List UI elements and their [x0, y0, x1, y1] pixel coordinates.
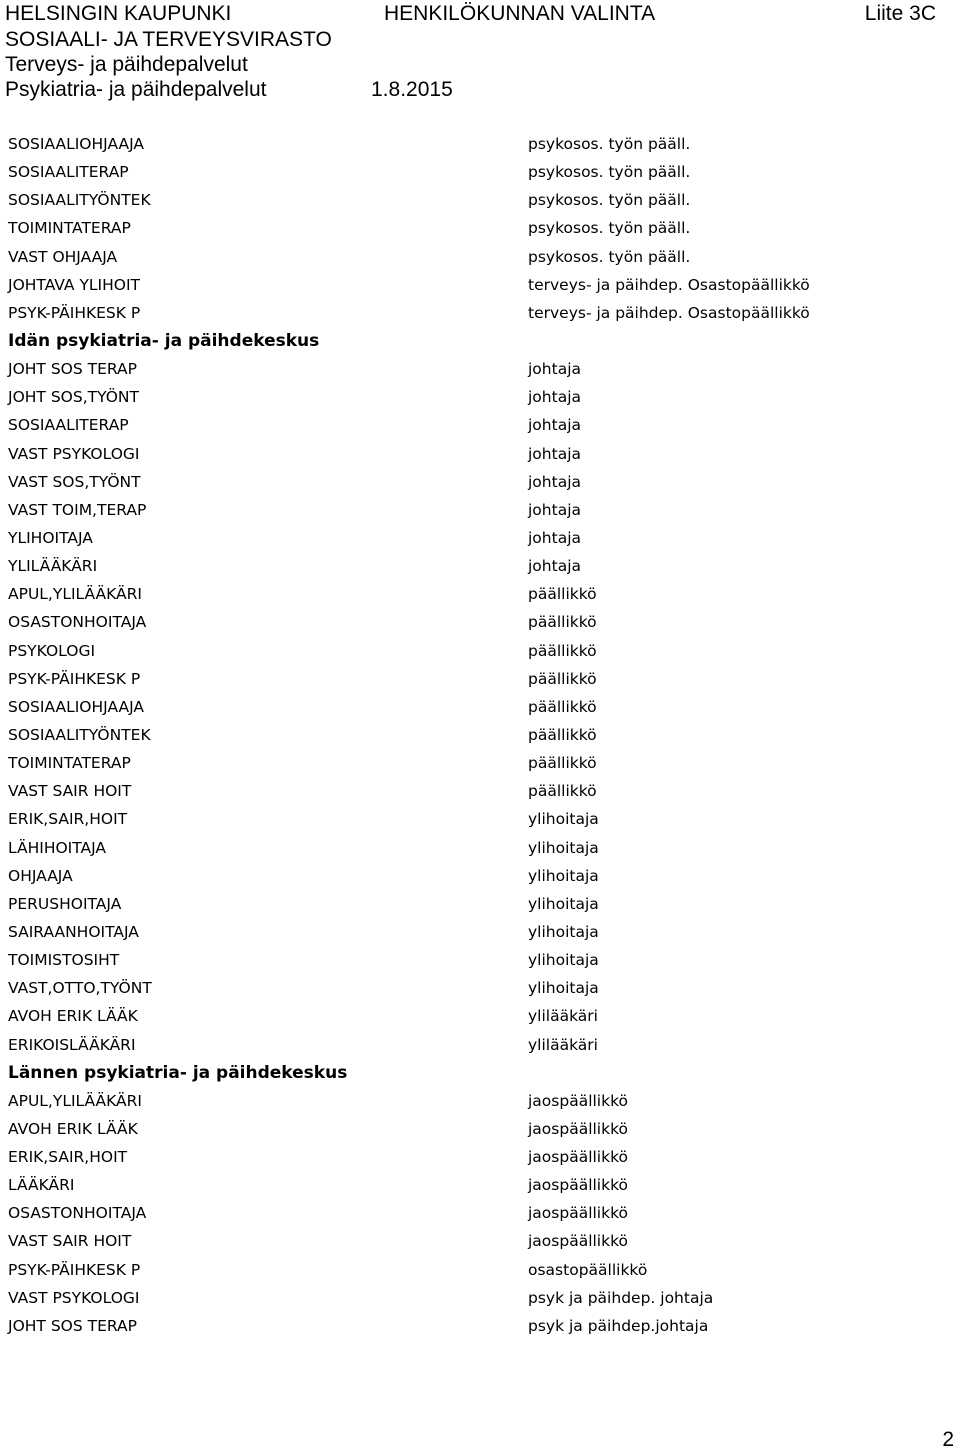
table-row [8, 862, 948, 890]
job-title: LÄHIHOITAJA [8, 838, 107, 857]
selecting-authority: psykosos. työn pääll. [528, 163, 691, 182]
selecting-authority: jaospäällikkö [528, 1204, 629, 1223]
table-row [8, 749, 948, 777]
job-title: AVOH ERIK LÄÄK [8, 1007, 138, 1026]
job-title: SOSIAALITYÖNTEK [8, 725, 151, 744]
attachment-label: Liite 3C [864, 2, 936, 25]
page-number: 2 [942, 1428, 954, 1451]
section-heading: Lännen psykiatria- ja päihdekeskus [8, 1062, 348, 1083]
table-row [8, 1087, 948, 1115]
selecting-authority: psykosos. työn pääll. [528, 219, 691, 238]
department-name: SOSIAALI- JA TERVEYSVIRASTO [5, 28, 332, 51]
job-title: AVOH ERIK LÄÄK [8, 1119, 138, 1138]
table-row [8, 299, 948, 327]
table-row [8, 1284, 948, 1312]
selecting-authority: jaospäällikkö [528, 1119, 629, 1138]
job-title: JOHT SOS TERAP [8, 1316, 137, 1335]
table-row [8, 1256, 948, 1284]
table-row [8, 1312, 948, 1340]
job-title: TOIMINTATERAP [8, 219, 131, 238]
job-title: SOSIAALITERAP [8, 416, 129, 435]
job-title: SAIRAANHOITAJA [8, 922, 139, 941]
job-title: SOSIAALITYÖNTEK [8, 191, 151, 210]
table-row [8, 580, 948, 608]
selecting-authority: ylilääkäri [528, 1035, 598, 1054]
table-row [8, 468, 948, 496]
selecting-authority: johtaja [528, 472, 581, 491]
table-row [8, 637, 948, 665]
job-title: VAST TOIM,TERAP [8, 500, 147, 519]
unit-name: Psykiatria- ja päihdepalvelut [5, 78, 267, 101]
table-row [8, 890, 948, 918]
table-row [8, 1115, 948, 1143]
selecting-authority: johtaja [528, 360, 581, 379]
table-row [8, 243, 948, 271]
job-title: APUL,YLILÄÄKÄRI [8, 585, 142, 604]
selecting-authority: päällikkö [528, 641, 597, 660]
selecting-authority: päällikkö [528, 782, 597, 801]
job-title: VAST SAIR HOIT [8, 1232, 132, 1251]
table-row [8, 158, 948, 186]
selecting-authority: ylihoitaja [528, 894, 599, 913]
selecting-authority: päällikkö [528, 613, 597, 632]
selecting-authority: ylihoitaja [528, 922, 599, 941]
table-row [8, 946, 948, 974]
table-row [8, 1199, 948, 1227]
selecting-authority: jaospäällikkö [528, 1148, 629, 1167]
table-row [8, 214, 948, 242]
table-row [8, 524, 948, 552]
selecting-authority: jaospäällikkö [528, 1176, 629, 1195]
table-row [8, 355, 948, 383]
job-title: JOHT SOS TERAP [8, 360, 137, 379]
job-title: APUL,YLILÄÄKÄRI [8, 1091, 142, 1110]
staff-selection-table [8, 130, 948, 1340]
job-title: ERIK,SAIR,HOIT [8, 1148, 128, 1167]
table-row [8, 974, 948, 1002]
table-row [8, 383, 948, 411]
table-row [8, 665, 948, 693]
table-row [8, 1227, 948, 1255]
job-title: JOHT SOS,TYÖNT [8, 388, 139, 407]
selecting-authority: psykosos. työn pääll. [528, 247, 691, 266]
selecting-authority: psykosos. työn pääll. [528, 135, 691, 153]
job-title: TOIMINTATERAP [8, 754, 131, 773]
job-title: ERIKOISLÄÄKÄRI [8, 1035, 136, 1054]
selecting-authority: johtaja [528, 528, 581, 547]
job-title: PSYK-PÄIHKESK P [8, 669, 141, 688]
section-heading-row [8, 1059, 948, 1087]
selecting-authority: jaospäällikkö [528, 1232, 629, 1251]
job-title: VAST OHJAAJA [8, 247, 118, 266]
table-row [8, 1143, 948, 1171]
job-title: VAST SAIR HOIT [8, 782, 132, 801]
job-title: TOIMISTOSIHT [8, 951, 120, 970]
table-row [8, 721, 948, 749]
job-title: YLIHOITAJA [8, 528, 93, 547]
section-heading-row [8, 327, 948, 355]
job-title: PERUSHOITAJA [8, 894, 122, 913]
job-title: ERIK,SAIR,HOIT [8, 810, 128, 829]
selecting-authority: psyk ja päihdep. johtaja [528, 1288, 714, 1307]
selecting-authority: psykosos. työn pääll. [528, 191, 691, 210]
org-name: HELSINGIN KAUPUNKI [5, 2, 232, 25]
job-title: PSYK-PÄIHKESK P [8, 303, 141, 322]
job-title: VAST PSYKOLOGI [8, 444, 140, 463]
selecting-authority: ylihoitaja [528, 979, 599, 998]
selecting-authority: johtaja [528, 557, 581, 576]
selecting-authority: terveys- ja päihdep. Osastopäällikkö [528, 275, 810, 294]
table-row [8, 918, 948, 946]
table-row [8, 552, 948, 580]
job-title: LÄÄKÄRI [8, 1176, 75, 1195]
job-title: SOSIAALIOHJAAJA [8, 697, 144, 716]
document-date: 1.8.2015 [371, 78, 453, 101]
division-name: Terveys- ja päihdepalvelut [5, 53, 248, 76]
job-title: VAST PSYKOLOGI [8, 1288, 140, 1307]
selecting-authority: päällikkö [528, 697, 597, 716]
table-row [8, 271, 948, 299]
selecting-authority: jaospäällikkö [528, 1091, 629, 1110]
job-title: JOHTAVA YLIHOIT [8, 275, 141, 294]
job-title: YLILÄÄKÄRI [8, 557, 98, 576]
table-row [8, 411, 948, 439]
job-title: PSYK-PÄIHKESK P [8, 1260, 141, 1279]
job-title: OSASTONHOITAJA [8, 1204, 147, 1223]
document-title: HENKILÖKUNNAN VALINTA [384, 2, 656, 25]
job-title: VAST,OTTO,TYÖNT [8, 979, 152, 998]
selecting-authority: johtaja [528, 416, 581, 435]
selecting-authority: psyk ja päihdep.johtaja [528, 1316, 709, 1335]
selecting-authority: päällikkö [528, 669, 597, 688]
table-row [8, 777, 948, 805]
selecting-authority: ylihoitaja [528, 838, 599, 857]
selecting-authority: johtaja [528, 388, 581, 407]
selecting-authority: johtaja [528, 500, 581, 519]
job-title: OHJAAJA [8, 866, 73, 885]
table-row [8, 130, 948, 158]
job-title: OSASTONHOITAJA [8, 613, 147, 632]
selecting-authority: päällikkö [528, 585, 597, 604]
selecting-authority: ylihoitaja [528, 951, 599, 970]
job-title: VAST SOS,TYÖNT [8, 472, 141, 491]
selecting-authority: päällikkö [528, 725, 597, 744]
table-row [8, 834, 948, 862]
section-heading: Idän psykiatria- ja päihdekeskus [8, 330, 320, 351]
selecting-authority: ylihoitaja [528, 866, 599, 885]
selecting-authority: johtaja [528, 444, 581, 463]
selecting-authority: ylilääkäri [528, 1007, 598, 1026]
job-title: SOSIAALITERAP [8, 163, 129, 182]
table-row [8, 608, 948, 636]
selecting-authority: päällikkö [528, 754, 597, 773]
table-row [8, 805, 948, 833]
table-row [8, 496, 948, 524]
job-title: PSYKOLOGI [8, 641, 96, 660]
selecting-authority: ylihoitaja [528, 810, 599, 829]
selecting-authority: terveys- ja päihdep. Osastopäällikkö [528, 303, 810, 322]
table-row [8, 440, 948, 468]
table-row [8, 1171, 948, 1199]
table-row [8, 186, 948, 214]
job-title: SOSIAALIOHJAAJA [8, 135, 144, 153]
table-row [8, 1031, 948, 1059]
selecting-authority: osastopäällikkö [528, 1260, 648, 1279]
table-row [8, 1002, 948, 1030]
table-row [8, 693, 948, 721]
